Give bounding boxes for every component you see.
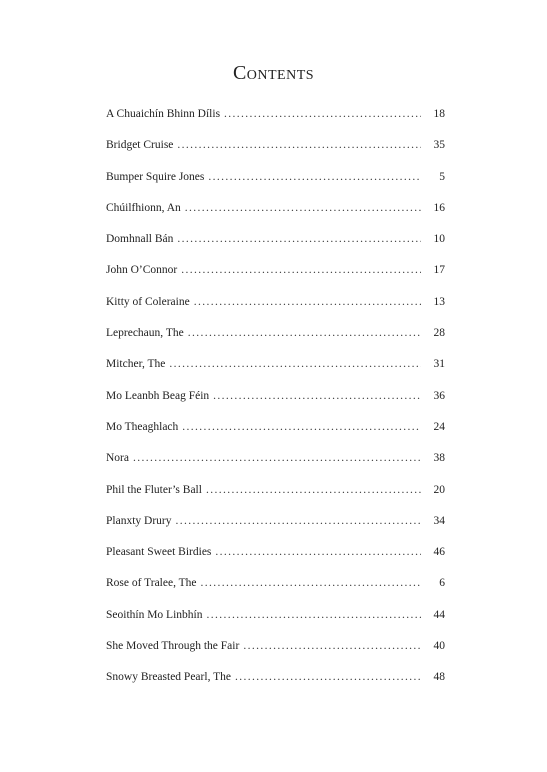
toc-entry-page: 34 bbox=[433, 514, 445, 527]
toc-entry bbox=[106, 386, 445, 417]
toc-entry bbox=[106, 167, 445, 198]
toc-entry-page: 20 bbox=[433, 483, 445, 496]
dot-leader bbox=[243, 636, 421, 656]
toc-entry bbox=[106, 573, 445, 604]
toc-entry-title: Bumper Squire Jones bbox=[106, 170, 205, 183]
toc-entry bbox=[106, 542, 445, 573]
dot-leader bbox=[235, 667, 421, 687]
dot-leader bbox=[177, 229, 421, 249]
dot-leader bbox=[215, 542, 421, 562]
toc-entry bbox=[106, 605, 445, 636]
dot-leader bbox=[206, 480, 421, 500]
dot-leader bbox=[224, 104, 421, 124]
toc-entry bbox=[106, 448, 445, 479]
dot-leader bbox=[206, 605, 421, 625]
toc-entry-title: Chúilfhionn, An bbox=[106, 201, 181, 214]
dot-leader bbox=[201, 573, 421, 593]
dot-leader bbox=[182, 417, 421, 437]
toc-entry bbox=[106, 198, 445, 229]
toc-entry-page: 24 bbox=[433, 420, 445, 433]
toc-entry-page: 5 bbox=[439, 170, 445, 183]
toc-entry bbox=[106, 260, 445, 291]
dot-leader bbox=[188, 323, 421, 343]
toc-entry-title: John O’Connor bbox=[106, 264, 178, 277]
toc-entry bbox=[106, 417, 445, 448]
toc-entry bbox=[106, 323, 445, 354]
toc-entry-title: Domhnall Bán bbox=[106, 233, 174, 246]
toc-entry-page: 31 bbox=[433, 358, 445, 371]
toc-entry-page: 10 bbox=[433, 233, 445, 246]
toc-entry-title: Mo Leanbh Beag Féin bbox=[106, 389, 210, 402]
toc-entry bbox=[106, 636, 445, 667]
dot-leader bbox=[208, 167, 421, 187]
table-of-contents bbox=[106, 104, 445, 699]
toc-entry-page: 36 bbox=[433, 389, 445, 402]
toc-entry-title: Seoithín Mo Linbhín bbox=[106, 608, 203, 621]
dot-leader bbox=[177, 135, 421, 155]
toc-entry bbox=[106, 511, 445, 542]
toc-entry-title: Mitcher, The bbox=[106, 358, 166, 371]
dot-leader bbox=[181, 260, 421, 280]
toc-entry-title: She Moved Through the Fair bbox=[106, 640, 240, 653]
toc-entry-page: 35 bbox=[433, 139, 445, 152]
page-title: Contents bbox=[232, 62, 315, 84]
toc-entry-title: Bridget Cruise bbox=[106, 139, 174, 152]
toc-entry-title: Nora bbox=[106, 452, 129, 465]
toc-entry-title: Planxty Drury bbox=[106, 514, 172, 527]
dot-leader bbox=[169, 354, 421, 374]
toc-entry-title: Kitty of Coleraine bbox=[106, 295, 190, 308]
toc-entry-page: 18 bbox=[433, 108, 445, 120]
toc-entry-title: Pleasant Sweet Birdies bbox=[106, 546, 212, 559]
toc-entry bbox=[106, 104, 445, 135]
toc-entry bbox=[106, 135, 445, 166]
toc-entry-page: 40 bbox=[433, 640, 445, 653]
toc-entry-page: 38 bbox=[433, 452, 445, 465]
dot-leader bbox=[185, 198, 421, 218]
toc-entry-page: 28 bbox=[433, 327, 445, 340]
dot-leader bbox=[194, 292, 421, 312]
toc-entry-page: 44 bbox=[433, 608, 445, 621]
toc-entry bbox=[106, 292, 445, 323]
toc-entry-page: 16 bbox=[433, 201, 445, 214]
dot-leader bbox=[213, 386, 421, 406]
toc-entry bbox=[106, 354, 445, 385]
toc-entry bbox=[106, 480, 445, 511]
toc-entry-title: Rose of Tralee, The bbox=[106, 577, 197, 590]
toc-entry-page: 48 bbox=[433, 671, 445, 684]
dot-leader bbox=[133, 448, 421, 468]
toc-entry bbox=[106, 229, 445, 260]
toc-entry bbox=[106, 667, 445, 698]
dot-leader bbox=[175, 511, 421, 531]
toc-entry-page: 13 bbox=[433, 295, 445, 308]
toc-entry-title: Phil the Fluter’s Ball bbox=[106, 483, 202, 496]
toc-entry-title: Snowy Breasted Pearl, The bbox=[106, 671, 231, 684]
toc-entry-title: A Chuaichín Bhinn Dílis bbox=[106, 108, 221, 120]
toc-entry-title: Leprechaun, The bbox=[106, 327, 184, 340]
toc-entry-page: 46 bbox=[433, 546, 445, 559]
toc-entry-page: 17 bbox=[433, 264, 445, 277]
toc-entry-title: Mo Theaghlach bbox=[106, 420, 179, 433]
toc-entry-page: 6 bbox=[439, 577, 445, 590]
